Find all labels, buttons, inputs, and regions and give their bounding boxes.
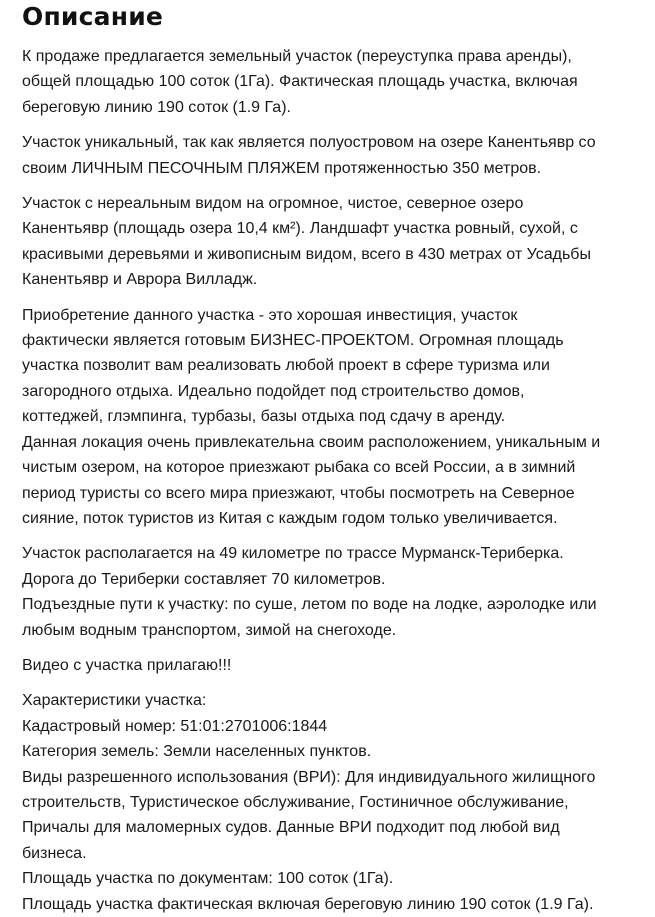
description-body	[22, 44, 641, 917]
paragraph-line: Канентьявр и Аврора Вилладж.	[22, 271, 258, 289]
paragraph-line: коттеджей, глэмпинга, турбазы, базы отдыха под сдачу в аренду.	[22, 408, 506, 426]
description-paragraph	[22, 44, 641, 120]
paragraph-line: Канентьявр (площадь озера 10,4 км²). Ландшафт участка ровный, сухой, с	[22, 220, 578, 238]
paragraph-line: Площадь участка по документам: 100 соток (1Га).	[22, 870, 394, 888]
paragraph-line: период туристы со всего мира приезжают, чтобы посмотреть на Северное	[22, 484, 575, 502]
paragraph-line: Участок с нереальным видом на огромное, чистое, северное озеро	[22, 195, 524, 213]
description-paragraph	[22, 191, 641, 293]
description-paragraph	[22, 303, 641, 532]
paragraph-line: Видео с участка прилагаю!!!	[22, 656, 232, 674]
paragraph-line: Кадастровый номер: 51:01:2701006:1844	[22, 717, 328, 735]
paragraph-line: участка позволит вам реализовать любой проект в сфере туризма или	[22, 357, 550, 375]
paragraph-line: чистым озером, на которое приезжают рыбака со всей России, а в зимний	[22, 459, 576, 477]
paragraph-line: Площадь участка фактическая включая береговую линию 190 соток (1.9 Га).	[22, 895, 594, 913]
paragraph-line: Приобретение данного участка - это хорошая инвестиция, участок	[22, 306, 518, 324]
paragraph-line: загородного отдыха. Идеально подойдет под строительство домов,	[22, 382, 525, 400]
description-paragraph	[22, 688, 641, 917]
paragraph-line: общей площадью 100 соток (1Га). Фактическая площадь участка, включая	[22, 73, 578, 91]
description-paragraph	[22, 653, 641, 678]
paragraph-line: сияние, поток туристов из Китая с каждым годом только увеличивается.	[22, 509, 558, 527]
paragraph-line: Данная локация очень привлекательна своим расположением, уникальным и	[22, 433, 601, 451]
paragraph-line: Дорога до Териберки составляет 70 километров.	[22, 570, 386, 588]
paragraph-line: своим ЛИЧНЫМ ПЕСОЧНЫМ ПЛЯЖЕМ протяженностью 350 метров.	[22, 159, 542, 177]
section-title: Описание	[22, 2, 164, 31]
paragraph-line: Причалы для маломерных судов. Данные ВРИ подходит под любой вид	[22, 819, 560, 837]
paragraph-line: Участок располагается на 49 километре по трассе Мурманск-Териберка.	[22, 545, 564, 563]
paragraph-line: береговую линию 190 соток (1.9 Га).	[22, 98, 291, 116]
paragraph-line: красивыми деревьями и живописным видом, всего в 430 метрах от Усадьбы	[22, 245, 591, 263]
paragraph-line: К продаже предлагается земельный участок (переуступка права аренды),	[22, 48, 572, 65]
description-paragraph	[22, 541, 641, 643]
paragraph-line: бизнеса.	[22, 844, 87, 862]
description-paragraph	[22, 130, 641, 181]
paragraph-line: строительств, Туристическое обслуживание, Гостиничное обслуживание,	[22, 793, 569, 811]
paragraph-line: любым водным транспортом, зимой на снегоходе.	[22, 621, 397, 639]
paragraph-line: Участок уникальный, так как является полуостровом на озере Канентьявр со	[22, 134, 596, 152]
paragraph-line: Характеристики участка:	[22, 692, 207, 710]
paragraph-line: Виды разрешенного использования (ВРИ): Для индивидуального жилищного	[22, 768, 596, 786]
paragraph-line: Подъездные пути к участку: по суше, летом по воде на лодке, аэролодке или	[22, 596, 597, 614]
paragraph-line: Категория земель: Земли населенных пунктов.	[22, 743, 372, 761]
paragraph-line: фактически является готовым БИЗНЕС-ПРОЕКТОМ. Огромная площадь	[22, 332, 564, 350]
